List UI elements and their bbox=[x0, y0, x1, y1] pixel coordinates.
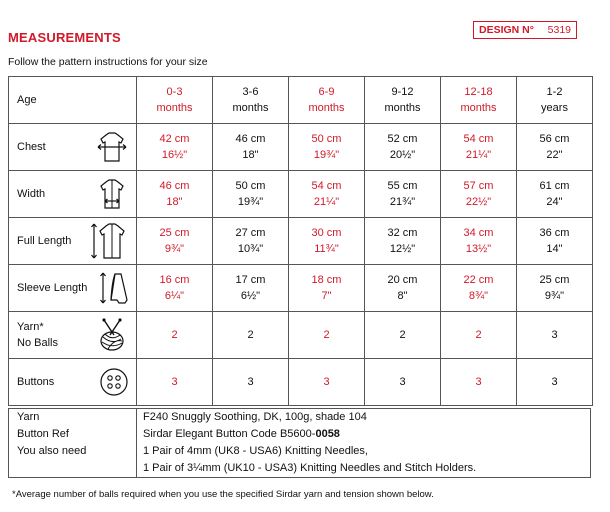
design-label: DESIGN N° bbox=[479, 24, 534, 36]
buttons-row bbox=[9, 359, 593, 406]
age-size: 9-12 months bbox=[365, 77, 441, 124]
yarn-balls-value: 2 bbox=[137, 312, 213, 359]
button-icon bbox=[98, 366, 130, 398]
age-row bbox=[9, 77, 593, 124]
needles-line-1: 1 Pair of 4mm (UK8 - USA6) Knitting Needles, bbox=[143, 445, 368, 457]
full-length-value: 34 cm 13½" bbox=[441, 218, 517, 265]
yarn-balls-value: 2 bbox=[441, 312, 517, 359]
chest-row bbox=[9, 124, 593, 171]
buttons-value: 3 bbox=[517, 359, 593, 406]
measurements-table bbox=[8, 76, 593, 406]
chest-label: Chest bbox=[17, 141, 46, 153]
width-measure-icon bbox=[94, 176, 130, 212]
yarn-balls-value: 2 bbox=[289, 312, 365, 359]
buttons-label: Buttons bbox=[17, 376, 55, 388]
age-size: 3-6 months bbox=[213, 77, 289, 124]
age-size: 6-9 months bbox=[289, 77, 365, 124]
age-size: 12-18 months bbox=[441, 77, 517, 124]
yarn-balls-value: 2 bbox=[365, 312, 441, 359]
sleeve-length-value: 25 cm 9¾" bbox=[517, 265, 593, 312]
age-label: Age bbox=[9, 77, 137, 124]
full-length-value: 30 cm 11¾" bbox=[289, 218, 365, 265]
full-length-label: Full Length bbox=[17, 235, 72, 247]
sleeve-length-value: 18 cm 7" bbox=[289, 265, 365, 312]
width-row bbox=[9, 171, 593, 218]
button-ref-label: Button Ref bbox=[17, 428, 69, 440]
subtitle: Follow the pattern instructions for your size bbox=[8, 56, 208, 68]
yarn-ball-icon bbox=[94, 317, 130, 353]
materials-table bbox=[8, 408, 591, 478]
full-length-value: 32 cm 12½" bbox=[365, 218, 441, 265]
also-need-label: You also need bbox=[17, 445, 87, 457]
width-value: 61 cm 24" bbox=[517, 171, 593, 218]
button-ref-value: Sirdar Elegant Button Code B5600-0058 bbox=[143, 428, 340, 440]
yarn-description: F240 Snuggly Soothing, DK, 100g, shade 104 bbox=[143, 411, 367, 423]
width-value: 55 cm 21¾" bbox=[365, 171, 441, 218]
chest-measure-icon bbox=[94, 129, 130, 165]
yarn-row-label: Yarn bbox=[17, 411, 40, 423]
yarn-balls-value: 3 bbox=[517, 312, 593, 359]
width-label: Width bbox=[17, 188, 46, 200]
length-measure-icon bbox=[90, 221, 130, 261]
sleeve-measure-icon bbox=[98, 270, 130, 306]
buttons-value: 3 bbox=[365, 359, 441, 406]
needles-line-2: 1 Pair of 3¼mm (UK10 - USA3) Knitting Needles and Stitch Holders. bbox=[143, 462, 477, 474]
sleeve-length-value: 16 cm 6¼" bbox=[137, 265, 213, 312]
full-length-value: 27 cm 10¾" bbox=[213, 218, 289, 265]
design-number-box bbox=[473, 21, 577, 39]
chest-value: 50 cm 19¾" bbox=[289, 124, 365, 171]
chest-value: 56 cm 22" bbox=[517, 124, 593, 171]
sleeve-length-value: 22 cm 8¾" bbox=[441, 265, 517, 312]
chest-value: 52 cm 20½" bbox=[365, 124, 441, 171]
design-number: 5319 bbox=[547, 24, 571, 36]
chest-value: 54 cm 21¼" bbox=[441, 124, 517, 171]
full-length-value: 25 cm 9¾" bbox=[137, 218, 213, 265]
full-length-value: 36 cm 14" bbox=[517, 218, 593, 265]
chest-value: 42 cm 16½" bbox=[137, 124, 213, 171]
buttons-value: 3 bbox=[441, 359, 517, 406]
chest-value: 46 cm 18" bbox=[213, 124, 289, 171]
width-value: 57 cm 22½" bbox=[441, 171, 517, 218]
no-balls-label: No Balls bbox=[17, 337, 58, 349]
page-title: MEASUREMENTS bbox=[8, 30, 121, 45]
age-size: 1-2 years bbox=[517, 77, 593, 124]
buttons-value: 3 bbox=[213, 359, 289, 406]
sleeve-length-label: Sleeve Length bbox=[17, 282, 88, 294]
yarn-balls-value: 2 bbox=[213, 312, 289, 359]
age-size: 0-3 months bbox=[137, 77, 213, 124]
sleeve-length-value: 20 cm 8" bbox=[365, 265, 441, 312]
buttons-value: 3 bbox=[137, 359, 213, 406]
sleeve-length-row bbox=[9, 265, 593, 312]
width-value: 50 cm 19¾" bbox=[213, 171, 289, 218]
yarn-row bbox=[9, 312, 593, 359]
yarn-label: Yarn* bbox=[17, 321, 44, 333]
buttons-value: 3 bbox=[289, 359, 365, 406]
sleeve-length-value: 17 cm 6½" bbox=[213, 265, 289, 312]
footnote: *Average number of balls required when you use the specified Sirdar yarn and tension shown below. bbox=[12, 489, 434, 500]
full-length-row bbox=[9, 218, 593, 265]
width-value: 54 cm 21¼" bbox=[289, 171, 365, 218]
width-value: 46 cm 18" bbox=[137, 171, 213, 218]
